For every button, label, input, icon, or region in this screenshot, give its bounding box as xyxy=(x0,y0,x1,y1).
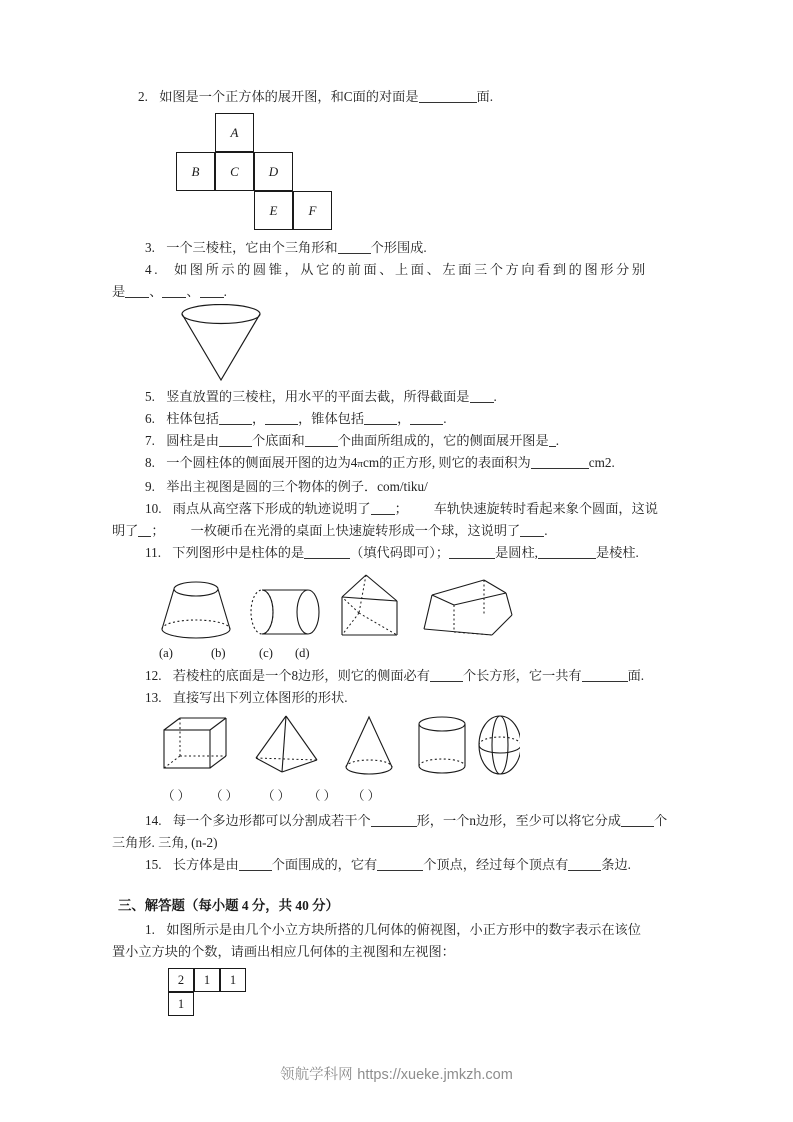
q11-text-d: 是棱柱. xyxy=(595,545,639,560)
q14-text-d: 三角形. 三角, (n-2) xyxy=(112,835,218,850)
q14-text-c: 个 xyxy=(654,813,668,828)
question-14-cont xyxy=(112,832,684,853)
q10-text-a: 雨点从高空落下形成的轨迹说明了 xyxy=(172,501,371,516)
q4-blank-1[interactable] xyxy=(125,297,149,298)
q4-text-b: 是 xyxy=(112,284,126,299)
q10-text-d: 明了 xyxy=(112,523,139,538)
q6-blank-4[interactable] xyxy=(410,424,443,425)
q13-slot-3[interactable]: （ ） xyxy=(262,789,291,803)
q8-text-b: cm的正方形, 则它的表面积为 xyxy=(362,455,531,470)
question-4-cont xyxy=(112,281,684,302)
question-8 xyxy=(112,452,684,475)
cone-icon xyxy=(346,717,392,774)
question-15 xyxy=(112,854,684,875)
question-11 xyxy=(112,542,684,563)
q9-text-a: 举出主视图是圆的三个物体的例子．com/tiku/ xyxy=(166,479,428,494)
q4-blank-2[interactable] xyxy=(162,297,186,298)
q6-text-c: ，锥体包括 xyxy=(298,411,365,426)
net-face-b: B xyxy=(176,152,215,191)
q6-text-a: 柱体包括 xyxy=(166,411,219,426)
question-13 xyxy=(112,687,684,708)
sq1-number: 1. xyxy=(145,922,155,937)
cylinder-icon xyxy=(419,717,465,773)
q15-blank-2[interactable] xyxy=(377,870,423,871)
footer-brand: 领航学科网 xyxy=(280,1067,353,1083)
q2-text-before: 如图是一个正方体的展开图，和C面的对面是 xyxy=(159,89,419,104)
cone-figure-q4 xyxy=(178,304,684,382)
q13-shapes-svg xyxy=(160,712,520,784)
net-face-f: F xyxy=(293,191,332,230)
q14-blank-1[interactable] xyxy=(371,826,417,827)
q12-number: 12. xyxy=(145,668,162,683)
net-face-c: C xyxy=(215,152,254,191)
q7-text-c: 个曲面所组成的，它的侧面展开图是 xyxy=(337,433,549,448)
q2-number: 2. xyxy=(138,89,148,104)
q13-text-a: 直接写出下列立体图形的形状. xyxy=(172,690,348,705)
q11-text-b: （填代码即可）； xyxy=(350,545,450,560)
q3-text-a: 一个三棱柱，它由个三角形和 xyxy=(166,240,338,255)
q12-text-a: 若棱柱的底面是一个8边形，则它的侧面必有 xyxy=(172,668,430,683)
q7-text-a: 圆柱是由 xyxy=(166,433,219,448)
cylinder-horizontal-icon xyxy=(251,590,319,634)
q5-number: 5. xyxy=(145,389,155,404)
q12-blank-2[interactable] xyxy=(582,681,628,682)
grid-cell-r2c1: 1 xyxy=(168,992,194,1016)
q6-blank-2[interactable] xyxy=(265,424,298,425)
q9-number: 9. xyxy=(145,479,155,494)
cube-net-figure xyxy=(176,113,336,231)
q8-text-a: 一个圆柱体的侧面展开图的边为4 xyxy=(166,455,358,470)
question-3 xyxy=(112,237,684,258)
q4-text-e: . xyxy=(223,284,227,299)
q2-blank[interactable] xyxy=(419,102,477,103)
q10-text-e: ； xyxy=(151,523,165,538)
question-9 xyxy=(112,476,684,497)
q15-text-a: 长方体是由 xyxy=(172,857,239,872)
q11-label-d: (d) xyxy=(295,646,310,660)
question-6 xyxy=(112,408,684,429)
q13-slot-1[interactable]: （ ） xyxy=(162,789,191,803)
q5-text-a: 竖直放置的三棱柱，用水平的平面去截，所得截面是 xyxy=(166,389,470,404)
q10-text-c: 车轨快速旋转时看起来象个圆面，这说 xyxy=(433,501,658,516)
q11-text-c: 是圆柱, xyxy=(495,545,538,560)
q6-text-d: ， xyxy=(397,411,411,426)
q8-blank[interactable] xyxy=(531,468,589,469)
q10-blank-3[interactable] xyxy=(520,536,544,537)
q5-text-b: . xyxy=(493,389,497,404)
q10-number: 10. xyxy=(145,501,162,516)
q6-blank-3[interactable] xyxy=(364,424,397,425)
q11-blank-2[interactable] xyxy=(449,558,495,559)
question-14 xyxy=(112,810,684,831)
q7-blank-2[interactable] xyxy=(305,446,338,447)
q11-label-a: (a) xyxy=(159,646,173,660)
question-10-cont xyxy=(112,520,684,541)
q15-text-c: 个顶点，经过每个顶点有 xyxy=(423,857,569,872)
q10-blank-1[interactable] xyxy=(371,514,395,515)
q13-slot-4[interactable]: （ ） xyxy=(308,789,337,803)
grid-cell-r1c1: 2 xyxy=(168,968,194,992)
section-question-1 xyxy=(112,919,684,940)
q7-number: 7. xyxy=(145,433,155,448)
shapes-row-q13 xyxy=(160,712,684,784)
answer-slots-q13 xyxy=(162,786,684,804)
sphere-icon xyxy=(479,716,520,774)
q4-text-c: 、 xyxy=(149,284,163,299)
q10-blank-2[interactable] xyxy=(138,536,151,537)
q10-text-g: . xyxy=(544,523,548,538)
q13-slot-5[interactable]: （ ） xyxy=(352,789,381,803)
q8-text-c: cm2. xyxy=(588,455,615,470)
net-face-e: E xyxy=(254,191,293,230)
q12-blank-1[interactable] xyxy=(430,681,463,682)
frustum-cone-icon xyxy=(162,582,230,638)
q8-number: 8. xyxy=(145,455,155,470)
footer-url: https://xueke.jmkzh.com xyxy=(357,1067,513,1083)
q6-number: 6. xyxy=(145,411,155,426)
q11-label-b: (b) xyxy=(211,646,226,660)
q4-text-d: 、 xyxy=(186,284,200,299)
q3-blank[interactable] xyxy=(338,253,371,254)
q13-number: 13. xyxy=(145,690,162,705)
q4-blank-3[interactable] xyxy=(200,297,224,298)
top-view-grid-figure xyxy=(168,968,288,1020)
pyramid-icon xyxy=(256,716,317,772)
q15-blank-1[interactable] xyxy=(239,870,272,871)
section-heading: 三、解答题（每小题 4 分，共 40 分） xyxy=(118,898,339,913)
q5-blank[interactable] xyxy=(470,402,494,403)
question-7 xyxy=(112,430,684,451)
q11-blank-1[interactable] xyxy=(304,558,350,559)
net-face-a: A xyxy=(215,113,254,152)
section-question-1-cont xyxy=(112,941,684,962)
cuboid-icon xyxy=(164,718,226,768)
q11-text-a: 下列图形中是柱体的是 xyxy=(172,545,305,560)
q15-text-b: 个面围成的，它有 xyxy=(271,857,378,872)
q2-text-after: 面. xyxy=(476,89,494,104)
q6-text-b: ， xyxy=(251,411,266,426)
question-10 xyxy=(112,498,684,519)
q6-text-e: . xyxy=(443,411,447,426)
q14-blank-2[interactable] xyxy=(621,826,654,827)
page-footer xyxy=(0,1063,793,1084)
q13-slot-2[interactable]: （ ） xyxy=(210,789,239,803)
q15-number: 15. xyxy=(145,857,162,872)
q7-text-b: 个底面和 xyxy=(251,433,305,448)
grid-cell-r1c3: 1 xyxy=(220,968,246,992)
labels-row-q11 xyxy=(159,646,684,661)
q11-blank-3[interactable] xyxy=(538,558,596,559)
q6-blank-1[interactable] xyxy=(219,424,252,425)
q14-number: 14. xyxy=(145,813,162,828)
q12-text-c: 面. xyxy=(627,668,645,683)
q11-shapes-svg xyxy=(154,567,514,645)
question-12 xyxy=(112,665,684,686)
question-4 xyxy=(112,259,684,280)
question-5 xyxy=(112,386,684,407)
q10-text-f: 一枚硬币在光滑的桌面上快速旋转形成一个球，这说明了 xyxy=(190,523,521,538)
question-2 xyxy=(112,86,684,107)
q14-text-b: 形，一个n边形，至少可以将它分成 xyxy=(416,813,621,828)
q12-text-b: 个长方形，它一共有 xyxy=(462,668,582,683)
q7-text-d: . xyxy=(555,433,559,448)
sq1-text-b: 置小立方块的个数，请画出相应几何体的主视图和左视图： xyxy=(112,944,455,959)
net-face-d: D xyxy=(254,152,293,191)
q3-text-b: 个形围成. xyxy=(370,240,427,255)
q8-pi-symbol: π xyxy=(357,458,363,470)
grid-cell-r1c2: 1 xyxy=(194,968,220,992)
inverted-cone-icon xyxy=(178,304,264,382)
q4-number: 4. xyxy=(145,262,161,277)
q3-number: 3. xyxy=(145,240,155,255)
q10-text-b: ； xyxy=(394,501,408,516)
shapes-row-q11 xyxy=(154,567,684,645)
q11-label-c: (c) xyxy=(259,646,273,660)
q11-number: 11. xyxy=(145,545,161,560)
truncated-pyramid-icon xyxy=(424,580,512,635)
worksheet-content xyxy=(112,86,684,1020)
q14-text-a: 每一个多边形都可以分割成若干个 xyxy=(172,813,371,828)
q15-blank-3[interactable] xyxy=(568,870,601,871)
q4-text-a: 如图所示的圆锥，从它的前面、上面、左面三个方向看到的图形分别 xyxy=(174,262,648,277)
sq1-text-a: 如图所示是由几个小立方块所搭的几何体的俯视图，小正方形中的数字表示在该位 xyxy=(166,922,641,937)
q7-blank-1[interactable] xyxy=(219,446,252,447)
triangular-prism-icon xyxy=(342,575,397,635)
q15-text-d: 条边. xyxy=(601,857,631,872)
q7-blank-3[interactable] xyxy=(549,446,556,447)
